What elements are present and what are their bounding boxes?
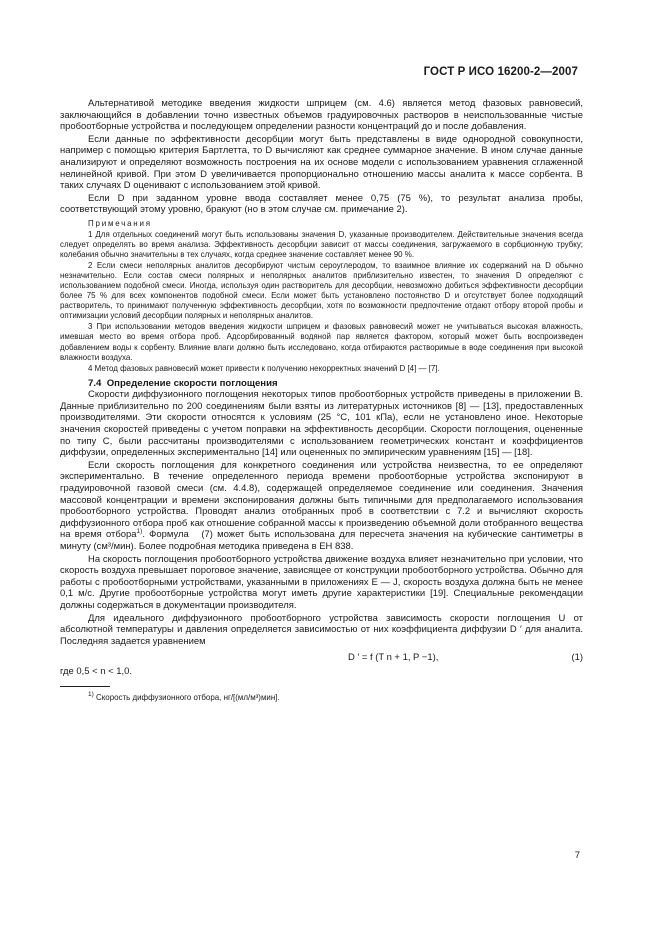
paragraph-bartlett: Если данные по эффективности десорбции могут быть представлены в виде однородной совокупности, например с помощью критерия Бартлетта, то D вычисляют как среднее суммарное значение. В ином случае данные анализируют и определяют возможность построения на их основе модели с использованием уравнения сглаженной нелинейной кривой. При этом D увеличивается пропорционально отношению массы аналита к массе сорбента. В таких случаях D оценивают с использованием этой кривой. <box>60 133 583 192</box>
formula-expression: D ′ = f (T n + 1, P −1), <box>348 652 439 664</box>
footnote-reference[interactable]: 1) <box>136 528 143 536</box>
section-number: 7.4 <box>88 377 102 389</box>
notes-heading: Примечания <box>88 218 152 228</box>
note-3: 3 При использовании методов введения жидкости шприцем и фазовых равновесий может не учитываться высокая влажность, имевшая место во время отбора проб. Адсорбированный водяной пар является фактором, который может быть воспроизведен добавлением воды к сорбенту. Влияние влаги должно быть исследовано, когда отбираются растворимые в воде соединения при высокой влажности воздуха. <box>60 322 583 362</box>
section-title: Определение скорости поглощения <box>106 377 278 389</box>
notes-block <box>60 219 583 374</box>
paragraph-ideal-sampler: Для идеального диффузионного пробоотборного устройства зависимость скорости поглощения U от абсолютной температуры и давления определяется зависимостью от них коэффициента диффузии D ′ для аналита. Последняя задается уравнением <box>60 612 583 647</box>
section-heading <box>60 378 583 390</box>
footnote-text: Скорость диффузионного отбора, нг/[(мл/м³)мин]. <box>96 692 280 702</box>
formula-1 <box>60 650 583 666</box>
paragraph-reject-threshold: Если D при заданном уровне ввода составляет менее 0,75 (75 %), то результат анализа пробы, соответствующий этому уровню, бракуют (но в этом случае см. примечание 2). <box>60 192 583 216</box>
formula-where: где 0,5 < n < 1,0. <box>60 666 133 678</box>
formula-word: . Формула <box>142 529 189 541</box>
page-number: 7 <box>574 850 580 861</box>
paragraph-phase-equilibrium: Альтернативой методике введения жидкости шприцем (см. 4.6) является метод фазовых равновесий, заключающийся в добавлении точно известных объемов градуировочных растворов в неиспользованные чистые пробоотборные устройства и последующем определении разности концентраций до и после добавления. <box>60 98 583 133</box>
note-2: 2 Если смеси неполярных аналитов десорбируют чистым сероуглеродом, то взаимное влияние их содержаний на D обычно незначительно. Если состав смеси полярных и неполярных аналитов приблизительно известен, то значения D определяют с использованием подобной смеси. Иногда, используя один растворитель для десорбции, невозможно добиться эффективности десорбции более 75 % для всех компонентов подобной смеси. Если может быть установлено постоянство D и отсутствует более подходящий растворитель, то принимают полученную эффективность десорбции, хотя по возможности предпочтение отдают отбору второй пробы и оптимизации условий десорбции полярных и неполярных аналитов. <box>60 261 583 321</box>
footnote <box>60 690 583 703</box>
note-1: 1 Для отдельных соединений могут быть использованы значения D, указанные производителем. Действительные значения всегда следует определять во время анализа. Эффективность десорбции зависит от массы соединения, загружаемого в сорбционную трубку; колебания обычно значительны в тех случаях, когда среднее значение составляет менее 90 %. <box>60 229 583 260</box>
formula-number: (1) <box>571 652 583 664</box>
note-4: 4 Метод фазовых равновесий может привести к получению некорректных значений D [4] — [7]. <box>88 363 440 373</box>
standard-code: ГОСТ Р ИСО 16200-2—2007 <box>423 66 578 78</box>
paragraph-experimental-text: Если скорость поглощения для конкретного соединения или устройства неизвестна, то ее определяют экспериментально. В течение определенного периода времени пробоотборные устройства экспонируют в градуировочной газовой смеси (см. 4.4.8), содержащей определяемое соединение или соединения. Значения массовой концентрации и времени экспонирования должны быть типичными для предполагаемого использования пробоотборного устройства. Проводят анализ отобранных проб в соответствии с 7.2 и вычисляют скорость диффузионного отбора проб как отношение собранной массы к произведению объемной доли отобранного вещества на время отбора <box>60 459 583 541</box>
footnote-divider <box>60 686 110 687</box>
paragraph-air-movement: На скорость поглощения пробоотборного устройства движение воздуха влияет незначительно при условии, что скорость воздуха превышает пороговое значение, зависящее от конструкции пробоотборного устройства. Обычно для работы с пробоотборными устройствами, указанными в приложениях Е — J, скорость воздуха должна быть не менее 0,1 м/с. Другие пробоотборные устройства могут иметь другие характеристики [19]. Специальные рекомендации должны содержаться в документации производителя. <box>60 553 583 611</box>
paragraph-experimental-end: (7) может быть использована для пересчета значения на кубические сантиметры в минуту (см³/мин). Более подробная методика приведена в ЕН 838. <box>60 529 583 552</box>
paragraph-experimental <box>60 460 583 553</box>
main-content <box>60 98 583 703</box>
paragraph-uptake-rates: Скорости диффузионного поглощения некоторых типов пробоотборных устройств приведены в приложении В. Данные приблизительно по 200 соединениям были взяты из литературных источников [8] — [13], предоставленных производителями. Эти скорости относятся к условиям (25 °С, 101 кПа), если не установлено иное. Некоторые значения скоростей приведены с учетом поправки на эффективность десорбции. Скорости поглощения, оцененные по типу С, были рассчитаны производителями с использованием геометрических констант и коэффициентов диффузии, определенных экспериментально [14] или оцененных по эмпирическим уравнениям [15] — [18]. <box>60 389 583 459</box>
footnote-mark: 1) <box>88 690 94 698</box>
